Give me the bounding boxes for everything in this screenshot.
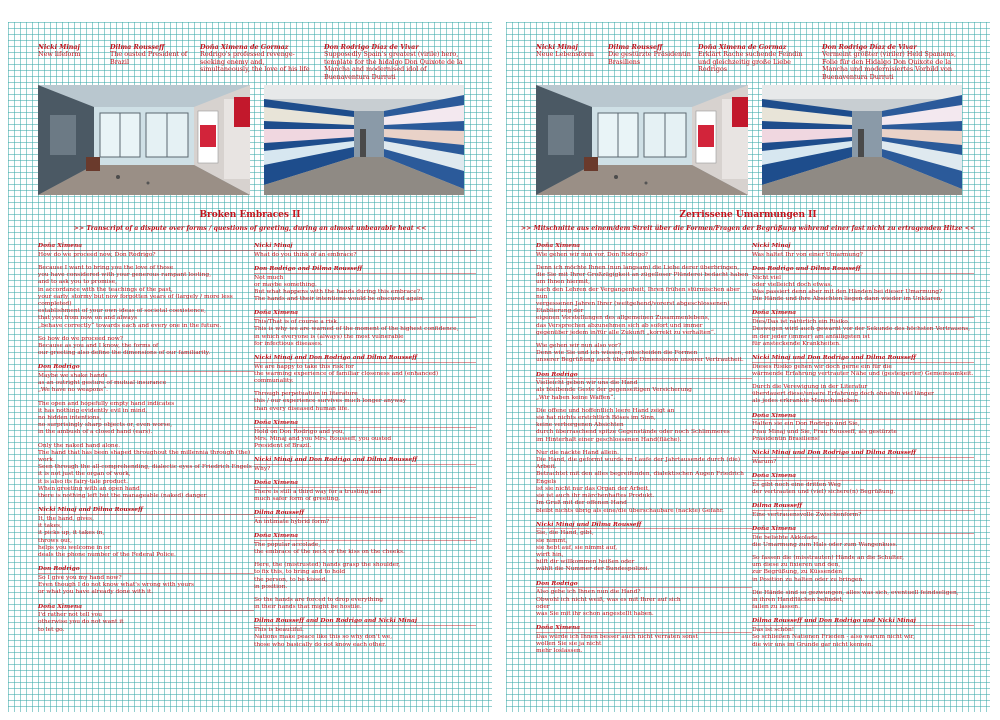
speaker-name: Doña Ximena: [752, 525, 974, 534]
dialogue-text: This is beautiful. Nations make peace like this so why don't we, those who basically do not know each other.: [254, 627, 393, 648]
speaker-name: Don Rodrigo: [38, 565, 254, 574]
german-page: [506, 22, 990, 712]
dialogue-text: Sie, die Hand, gibt, sie nimmt, sie hebt auf, sie nimmt auf, wirft hin, hilft dir willkommen heißen oder wählt die Nummer der Bundespolizei.: [536, 530, 650, 573]
speaker-name: Dilma Rousseff und Don Rodrigo und Nicki Minaj: [752, 617, 974, 626]
dialogue-block: [536, 242, 752, 259]
dialogue-block: [254, 509, 476, 526]
dialogue-text: Hold on Don Rodrigo and you, Mrs. Minaj and you Mrs. Rousseff, you ousted President of Brazil.: [254, 428, 392, 449]
character-list: [536, 43, 966, 81]
speaker-name: Doña Ximena: [536, 242, 752, 251]
speaker-name: Doña Ximena: [752, 412, 974, 421]
character-dona-ximena: [698, 44, 812, 74]
dialogue-block: [752, 354, 974, 378]
speaker-name: Nicki Minaj und Dilma Rousseff: [536, 521, 752, 530]
dialogue-text: So fassen die (misstrauten) Hände an die Schulter, um diese zu fixieren und den, zur Begrüßung, zu Küssenden in Position zu halten oder zu bringen.: [752, 555, 904, 583]
dialogue-block: [254, 242, 476, 259]
dialogue-text: This/That is of course a risk. This is why we are warned of the moment of the highest confidence, in which everyone is (always) the most vulnerable for infectious diseases.: [254, 319, 459, 347]
character-name: Don Rodrigo Díaz de Vivar: [324, 43, 419, 51]
character-list: [38, 43, 468, 81]
dialogue-block: [752, 590, 974, 612]
dialogue-text: Why?: [254, 465, 271, 472]
dialogue-block: [254, 479, 476, 503]
dialogue-block: [254, 562, 476, 591]
dialogue-block: [536, 624, 752, 655]
dialogue-block: [254, 309, 476, 348]
dialogue-block: [752, 502, 974, 519]
character-nicki-minaj: [38, 44, 100, 59]
dialogue-text: Dieses Risiko gehen wir doch gerne ein für die wärmende Erfahrung vertrauter Nähe und (gesteigerter) Gemeinsamkeit.: [752, 363, 974, 377]
dialogue-text: Die Hände sind so gezwungen, alles was sich, eventuell feindseligen, in ihren Handflächen befindet, fallen zu lassen.: [752, 589, 959, 611]
page-subtitle: >> Mitschnitte aus einem/dem Streit über die Formen/Fragen der Begrüßung während einer fast nicht zu ertragenden Hitze <<: [520, 225, 976, 232]
speaker-name: Nicki Minaj: [254, 242, 476, 251]
dialogue-text: The popular accolade, the embrace of the neck or the kiss on the cheeks.: [254, 541, 405, 555]
dialogue-block: [254, 597, 476, 611]
character-description: Erklärt Rache suchende Feindin und gleichzeitig große Liebe Rodrigos: [698, 50, 803, 74]
dialogue-block: [254, 354, 476, 385]
speaker-name: Dilma Rousseff: [254, 509, 476, 518]
speaker-name: Dilma Rousseff and Don Rodrigo and Nicki Minaj: [254, 617, 476, 626]
dialogue-block: [752, 555, 974, 584]
store-entrance-photo: [38, 85, 250, 195]
dialogue-block: [38, 603, 254, 634]
speaker-name: Nicki Minaj and Don Rodrigo and Dilma Rousseff: [254, 456, 476, 465]
dialogue-block: [536, 408, 752, 444]
speaker-name: Don Rodrigo und Dilma Rousseff: [752, 265, 974, 274]
dialogue-block: [254, 532, 476, 556]
store-aisle-photo: [264, 85, 464, 195]
dialogue-text: Also gebe ich Ihnen nun die Hand? Obwohl ich nicht weiß, was es mit Ihrer auf sich oder was Sie mit ihr schon angestellt haben.: [536, 589, 681, 617]
dialogue-block: [254, 391, 476, 413]
dialogue-text: We are happy to take this risk for the warming experience of familiar closeness and (enhanced) communality.: [254, 363, 439, 385]
dialogue-block: [536, 580, 752, 619]
dialogue-block: [254, 617, 476, 648]
speaker-name: Nicki Minaj und Don Rodrigo und Dilma Rousseff: [752, 354, 974, 363]
dialogue-text: The open and hopefully empty hand indicates it has nothing evidently evil in mind, no hidden intentions, no surprisingly sharp objects or, even worse, in the ambush of a closed hand (ears).: [38, 400, 175, 436]
dialogue-text: So the hands are forced to drop everything in their hands that might be hostile.: [254, 597, 384, 611]
speaker-name: Don Rodrigo: [536, 580, 752, 589]
dialogue-block: [752, 309, 974, 348]
character-description: Rodrigo's professed revenge-seeking enemy and, simultaneously, the love of his life: [200, 50, 310, 74]
dialogue-text: Was haltet Ihr von einer Umarmung?: [752, 251, 863, 258]
dialogue-text: Only the naked hand alone. The hand that has been shaped throughout the millennia through (the) work. Seen through the all-comprehending, dialectic eyes of Friedrich Engels it is not just the organ of work, it is also its fairy-tale product. When greeting with an open hand there is nothing left but the manageable (naked) danger.: [38, 442, 252, 500]
dialogue-block: [536, 521, 752, 574]
speaker-name: Doña Ximena: [254, 309, 476, 318]
speaker-name: Doña Ximena: [536, 624, 752, 633]
page-subtitle: >> Transcript of a dispute over forms / questions of greeting, during an almost unbearable heat <<: [73, 225, 427, 232]
dialogue-block: [254, 265, 476, 304]
speaker-name: Doña Ximena: [254, 532, 476, 541]
dialogue-text: Warum?: [752, 458, 777, 465]
dialogue-text: Durch die Verewigung in der Literatur überdauert diese/unsere Erfahrung doch ohnehin viel länger als jedes erkrankte Menschenleben.: [752, 384, 935, 405]
character-name: Dilma Rousseff: [608, 43, 663, 51]
page-title: Broken Embraces II: [199, 210, 301, 220]
dialogue-text: There is still a third way for a trusting and much safer form of greeting.: [254, 488, 382, 502]
dialogue-block: [752, 265, 974, 304]
dialogue-column-2: [254, 242, 476, 655]
dialogue-block: [752, 412, 974, 443]
dialogue-text: Nur die nackte Hand allein. Die Hand, die geformt wurde im Laufe der Jahrtausende durch (die) Arbeit. Betrachtet mit den alles begreifenden, dialektischen Augen Friedrich Engels ist sie nicht nur das Organ der Arbeit, sie ist auch ihr märchenhaftes Produkt. Im Gruß mit der offenen Hand bleibt nichts übrig als eine/die überschaubare (nackte) Gefahr.: [536, 449, 744, 514]
speaker-name: Don Rodrigo and Dilma Rousseff: [254, 265, 476, 274]
dialogue-text: Maybe we shake hands as an outright gesture of mutual insurance „We have no weapons“.: [38, 373, 167, 394]
dialogue-block: [38, 506, 254, 559]
dialogue-text: Vielleicht geben wir uns die Hand als bleibende Geste der gegenseitigen Versicherung „Wir haben keine Waffen“.: [536, 380, 692, 401]
character-name: Nicki Minaj: [38, 43, 80, 51]
page-title: Zerrissene Umarmungen II: [679, 210, 817, 220]
dialogue-block: [536, 450, 752, 515]
character-description: Vermeint größter (viriler) Held Spaniens, Folie für den Hidalgo Don Quixote de la Mancha und modernisiertes Vorbild von Buenaventura Durruti: [822, 50, 956, 81]
speaker-name: Don Rodrigo: [38, 363, 254, 372]
dialogue-text: I'd rather not tell you otherwise you do not want it to let go.: [38, 612, 124, 633]
dialogue-block: [752, 242, 974, 259]
dialogue-block: [254, 456, 476, 473]
dialogue-text: Die beliebte Akkolade, die Umarmung zum Hals oder zum Wangenkuss.: [752, 534, 898, 548]
character-dona-ximena: [200, 44, 314, 74]
english-page: [8, 22, 492, 712]
dialogue-text: How do we proceed now, Don Rodrigo?: [38, 251, 156, 258]
dialogue-text: Dies/Das ist natürlich ein Risiko. Deswegen wird auch gewarnt vor der Sekunde des höchsten Vertrauens, in der jeder (immer) am anfälligsten ist für ansteckende Krankheiten.: [752, 319, 971, 347]
dialogue-block: [38, 401, 254, 437]
dialogue-text: So how do we proceed now? Because as you and I know, the forms of our greeting also define the dimensions of our familiarity.: [38, 335, 211, 357]
speaker-name: Nicki Minaj and Dilma Rousseff: [38, 506, 254, 515]
store-entrance-photo: [536, 85, 748, 195]
character-description: Supposedly Spain's greatest (virile) hero, template for the hidalgo Don Quixote de la Mancha and modernised idol of Buenaventura Durruti: [324, 50, 463, 81]
dialogue-text: Das ist schön! So schließen Nationen Frieden - also warum nicht wir, die wir uns im Grunde gar nicht kennen.: [752, 627, 915, 648]
dialogue-block: [254, 419, 476, 450]
speaker-name: Doña Ximena: [38, 242, 254, 251]
dialogue-text: Denn ich möchte Ihnen (nun langsam) die Liebe derer überbringen, die Sie mit Ihrer Großzügigkeit an zügelloser Plünderei bedacht haben um Ihnen hiermit, nach den Lehren der Vergangenheit, Ihren frühen stürmischen aber nun vergessenen Jahren Ihrer (weitgehend/vorerst abgeschlossenen) Etablierung der eigenen Vorstellungen des allgemeinen Zusammenlebens, das Versprechen abzunehmen sich ab sofort und immer gegenüber jedem in/für alle Zukunft „korrekt zu verhalten“.: [536, 264, 749, 336]
dialogue-text: Wie gehen wir nun vor, Don Rodrigo?: [536, 251, 648, 258]
dialogue-text: So I give you my hand now? Even though I do not know what's wrong with yours or what you have already done with it.: [38, 574, 195, 596]
store-aisle-photo: [762, 85, 962, 195]
dialogue-block: [536, 343, 752, 365]
dialogue-block: [38, 242, 254, 259]
dialogue-text: What do you think of an embrace?: [254, 251, 357, 258]
character-name: Doña Ximena de Gormaz: [200, 43, 289, 51]
character-description: Neue Lebensform: [536, 50, 594, 59]
character-name: Nicki Minaj: [536, 43, 578, 51]
dialogue-block: [38, 265, 254, 330]
speaker-name: Don Rodrigo: [536, 371, 752, 380]
dialogue-block: [752, 449, 974, 466]
character-description: Die gestürzte Präsidentin Brasiliens: [608, 50, 691, 66]
character-name: Dilma Rousseff: [110, 43, 165, 51]
dialogue-block: [38, 565, 254, 596]
dialogue-text: Halten sie ein Don Rodrigo und Sie, Frau Minaj und Sie, Frau Rousseff, als gestürzte Präsidentin Brasiliens!: [752, 421, 897, 442]
character-don-rodrigo: [822, 44, 970, 81]
speaker-name: Nicki Minaj: [752, 242, 974, 251]
character-description: New lifeform: [38, 50, 81, 59]
dialogue-text: Es gibt noch eine dritten Weg der vertrauten und (viel) sichere(n) Begrüßung.: [752, 481, 896, 495]
speaker-name: Doña Ximena: [254, 419, 476, 428]
character-description: The ousted President of Brazil: [110, 50, 188, 66]
dialogue-text: An intimate hybrid form?: [254, 518, 330, 525]
character-name: Don Rodrigo Díaz de Vivar: [822, 43, 917, 51]
dialogue-column-1: [38, 242, 254, 640]
dialogue-block: [38, 336, 254, 358]
character-dilma-rousseff: [110, 44, 194, 66]
speaker-name: Doña Ximena: [752, 309, 974, 318]
speaker-name: Nicki Minaj und Don Rodrigo und Dilma Rousseff: [752, 449, 974, 458]
speaker-name: Doña Ximena: [752, 472, 974, 481]
dialogue-block: [752, 525, 974, 549]
dialogue-column-2: [752, 242, 974, 655]
speaker-name: Doña Ximena: [254, 479, 476, 488]
dialogue-text: Das würde ich Ihnen besser auch nicht verraten sonst wollen Sie sie ja nicht mehr loslassen.: [536, 633, 698, 655]
dialogue-text: It, the hand, gives, it takes, it picks up, it takes in, throws out, helps you welcome in or deals the phone number of the Federal Police.: [38, 516, 176, 559]
dialogue-text: Not much or maybe something. But what happens with the hands during this embrace? The hands and their intentions would be obscured again.: [254, 274, 425, 303]
dialogue-block: [38, 363, 254, 394]
dialogue-block: [536, 265, 752, 337]
speaker-name: Dilma Rousseff: [752, 502, 974, 511]
dialogue-column-1: [536, 242, 752, 661]
dialogue-text: Here, the (mistrusted) hands grasp the shoulder, to fix this, to bring and to hold the person, to be kissed, in position.: [254, 562, 401, 590]
page-gutter: [496, 22, 502, 712]
dialogue-block: [752, 617, 974, 648]
character-nicki-minaj: [536, 44, 598, 59]
dialogue-block: [38, 443, 254, 501]
dialogue-block: [536, 371, 752, 402]
dialogue-block: [752, 384, 974, 406]
character-dilma-rousseff: [608, 44, 692, 66]
dialogue-text: Eine vertrauensvolle Zwischenform?: [752, 511, 862, 518]
dialogue-text: Die offene und hoffentlich leere Hand zeigt an sie hat nichts erstchtlich Böses im Sinn, keine verborgenen Absichten durch überraschend spitze Gegenstände oder noch Schlimmeres im Hinterhalt einer geschlossenen Hand(fläche).: [536, 407, 730, 443]
dialogue-block: [752, 472, 974, 496]
speaker-name: Nicki Minaj and Don Rodrigo and Dilma Rousseff: [254, 354, 476, 363]
dialogue-text: Through perpetuation in literature this / our experience survives much longer anyway than every diseased human life.: [254, 391, 407, 412]
dialogue-text: Because I want to bring you the love of those you have considered with your generous rampant looting, and to ask you to promise, in accordance with the teachings of the past, your early, stormy but now forgotten years of (largely / more less completed) establishment of your own ideas of societal coexistence, that you from now on and always „behave correctly“ towards each and every one in the future.: [38, 264, 233, 329]
dialogue-text: Wie gehen wir nun also vor? Denn wie Sie und ich wissen, entscheiden die Formen unserer Begrüßung auch über die Dimensionen unserer Vertrautheit.: [536, 342, 744, 364]
character-name: Doña Ximena de Gormaz: [698, 43, 787, 51]
character-don-rodrigo: [324, 44, 472, 81]
dialogue-text: Nicht viel oder vielleicht doch etwas. Was passiert denn aber mit den Händen bei dieser Umarmung? Die Hände und ihre Absichten liegen dann wieder im Unklaren.: [752, 274, 943, 303]
speaker-name: Doña Ximena: [38, 603, 254, 612]
